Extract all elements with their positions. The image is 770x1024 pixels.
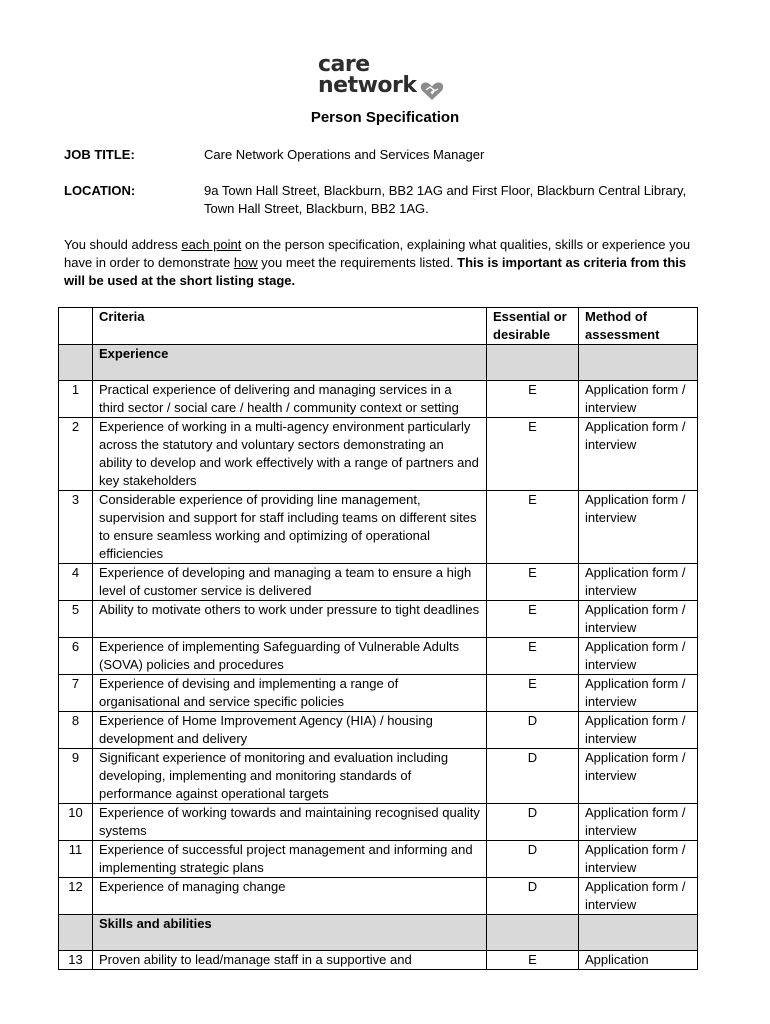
- header-essential-desirable: Essential or desirable: [487, 308, 579, 345]
- row-number: 5: [59, 601, 93, 638]
- job-title-value: Care Network Operations and Services Manager: [204, 147, 485, 162]
- row-method: Application form / interview: [579, 804, 698, 841]
- row-criteria: Practical experience of delivering and managing services in a third sector / social care / health / community context or setting: [93, 381, 487, 418]
- table-row: [59, 749, 698, 804]
- row-criteria: Significant experience of monitoring and evaluation including developing, implementing and monitoring standards of performance against operational targets: [93, 749, 487, 804]
- row-method: Application form / interview: [579, 878, 698, 915]
- row-essential-desirable: E: [487, 418, 579, 491]
- row-criteria: Experience of Home Improvement Agency (HIA) / housing development and delivery: [93, 712, 487, 749]
- logo-text-care: care: [318, 52, 370, 77]
- row-criteria: Experience of implementing Safeguarding of Vulnerable Adults (SOVA) policies and procedures: [93, 638, 487, 675]
- row-criteria: Experience of working towards and maintaining recognised quality systems: [93, 804, 487, 841]
- table-row: [59, 841, 698, 878]
- header-criteria: Criteria: [93, 308, 487, 345]
- row-essential-desirable: E: [487, 638, 579, 675]
- section-title-skills: Skills and abilities: [93, 915, 487, 951]
- section-row-experience: [59, 345, 698, 381]
- row-number: 3: [59, 491, 93, 564]
- row-criteria: Ability to motivate others to work under pressure to tight deadlines: [93, 601, 487, 638]
- table-row: [59, 381, 698, 418]
- row-essential-desirable: D: [487, 804, 579, 841]
- row-method: Application form / interview: [579, 675, 698, 712]
- row-number: 10: [59, 804, 93, 841]
- row-method: Application: [579, 951, 698, 970]
- section-title-experience: Experience: [93, 345, 487, 381]
- section-row-skills: [59, 915, 698, 951]
- row-method: Application form / interview: [579, 712, 698, 749]
- handshake-heart-icon: [420, 81, 444, 101]
- row-criteria: Considerable experience of providing line management, supervision and support for staff including teams on different sites to ensure seamless working and optimizing of operational efficiencies: [93, 491, 487, 564]
- row-essential-desirable: D: [487, 712, 579, 749]
- row-number: 11: [59, 841, 93, 878]
- job-title-label: JOB TITLE:: [64, 147, 135, 162]
- table-row: [59, 564, 698, 601]
- row-essential-desirable: D: [487, 878, 579, 915]
- row-essential-desirable: E: [487, 381, 579, 418]
- row-method: Application form / interview: [579, 638, 698, 675]
- row-criteria: Experience of managing change: [93, 878, 487, 915]
- row-criteria: Proven ability to lead/manage staff in a supportive and: [93, 951, 487, 970]
- row-number: 13: [59, 951, 93, 970]
- intro-paragraph: [64, 236, 694, 290]
- intro-text-3: you meet the requirements listed.: [257, 255, 458, 270]
- row-method: Application form / interview: [579, 841, 698, 878]
- table-row: [59, 601, 698, 638]
- care-network-logo: [318, 54, 448, 104]
- table-row: [59, 951, 698, 970]
- criteria-rows: [59, 381, 698, 915]
- row-number: 1: [59, 381, 93, 418]
- row-method: Application form / interview: [579, 601, 698, 638]
- row-criteria: Experience of developing and managing a team to ensure a high level of customer service is delivered: [93, 564, 487, 601]
- table-header-row: [59, 308, 698, 345]
- row-method: Application form / interview: [579, 564, 698, 601]
- row-criteria: Experience of successful project management and informing and implementing strategic plans: [93, 841, 487, 878]
- intro-underline-how: how: [233, 255, 258, 270]
- row-method: Application form / interview: [579, 381, 698, 418]
- intro-text-1: You should address: [64, 237, 182, 252]
- row-essential-desirable: E: [487, 601, 579, 638]
- person-spec-table: [58, 307, 698, 970]
- table-row: [59, 712, 698, 749]
- header-number: [59, 308, 93, 345]
- header-method-assessment: Method of assessment: [579, 308, 698, 345]
- row-number: 4: [59, 564, 93, 601]
- table-row: [59, 675, 698, 712]
- table-row: [59, 418, 698, 491]
- intro-bold-note: This is important as criteria from this will be used at the short listing stage.: [64, 255, 687, 288]
- logo-text-network: network: [318, 73, 417, 98]
- row-essential-desirable: E: [487, 564, 579, 601]
- row-criteria: Experience of devising and implementing a range of organisational and service specific policies: [93, 675, 487, 712]
- row-number: 7: [59, 675, 93, 712]
- row-essential-desirable: D: [487, 749, 579, 804]
- row-criteria: Experience of working in a multi-agency environment particularly across the statutory and voluntary sectors demonstrating an ability to develop and work effectively with a range of partners and key stakeholders: [93, 418, 487, 491]
- table-row: [59, 491, 698, 564]
- location-label: LOCATION:: [64, 183, 136, 198]
- location-value: 9a Town Hall Street, Blackburn, BB2 1AG and First Floor, Blackburn Central Library, Town Hall Street, Blackburn, BB2 1AG.: [204, 183, 687, 216]
- row-method: Application form / interview: [579, 749, 698, 804]
- row-number: 9: [59, 749, 93, 804]
- table-row: [59, 638, 698, 675]
- row-essential-desirable: E: [487, 675, 579, 712]
- row-method: Application form / interview: [579, 418, 698, 491]
- intro-underline-each-point: each point: [181, 237, 242, 252]
- table-row: [59, 878, 698, 915]
- row-number: 8: [59, 712, 93, 749]
- row-method: Application form / interview: [579, 491, 698, 564]
- row-essential-desirable: E: [487, 951, 579, 970]
- row-essential-desirable: D: [487, 841, 579, 878]
- row-essential-desirable: E: [487, 491, 579, 564]
- page-title: Person Specification: [310, 109, 460, 126]
- intro-text-2: on the person specification, explaining what qualities, skills or experience you have in order to demonstrate: [64, 237, 691, 270]
- table-row: [59, 804, 698, 841]
- row-number: 12: [59, 878, 93, 915]
- row-number: 6: [59, 638, 93, 675]
- row-number: 2: [59, 418, 93, 491]
